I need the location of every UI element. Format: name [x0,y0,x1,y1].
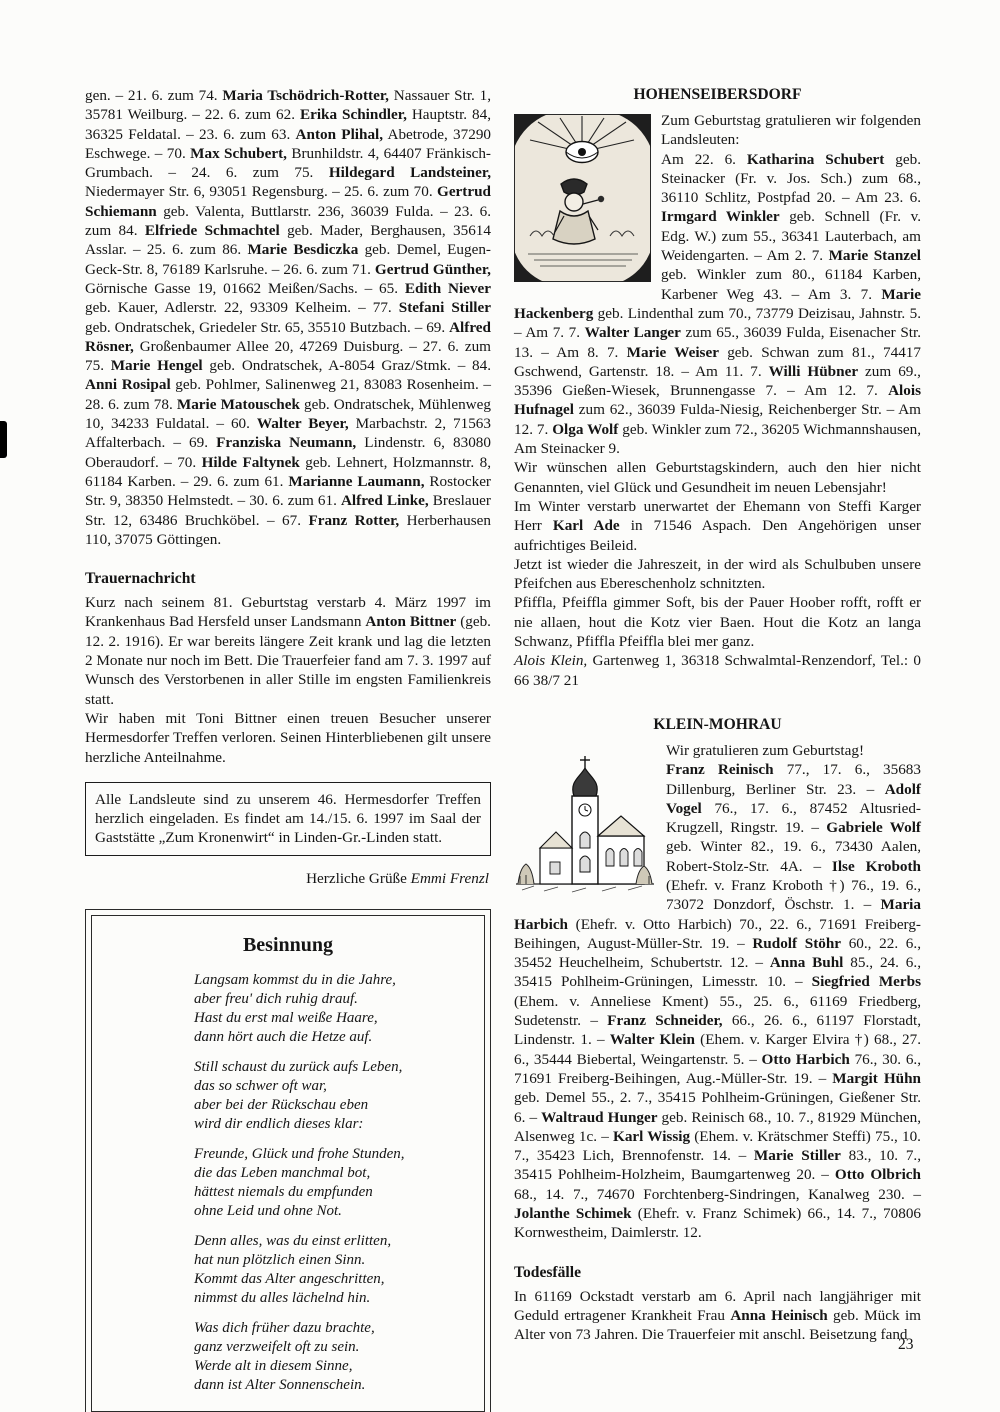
trauernachricht-heading: Trauernachricht [85,570,196,588]
right-column [514,86,921,1345]
poem-stanza-3: Freunde, Glück und frohe Stunden, die das Leben manchmal bot, hättest niemals du empfunden ohne Leid und ohne Not. [194,1145,405,1219]
hohenseibersdorf-woodcut-image [514,114,651,282]
poem-stanza-4: Denn alles, was du einst erlitten, hat nun plötzlich einen Sinn. Kommt das Alter angeschritten, nimmst du alles lächelnd hin. [194,1232,392,1306]
poem-stanza-5: Was dich früher dazu brachte, ganz verzweifelt oft zu sein. Werde alt in diesem Sinne, dann ist Alter Sonnenschein. [194,1319,375,1393]
klein-mohrau-section [514,741,921,1243]
todesfaelle-paragraph: In 61169 Ockstadt verstarb am 6. April nach langjähriger mit Geduld ertragener Krankheit Frau Anna Heinisch geb. Mück im Alter von 73 Jahren. Die Trauerfeier mit anschl. Beisetzung fand [514,1287,921,1344]
poem-stanza-2: Still schaust du zurück aufs Leben, das so schwer oft war, aber bei der Rückschau eben wird dir endlich dieses klar: [194,1058,403,1132]
pfiffla-dialect-paragraph: Pfiffla, Pfeiffla gimmer Soft, bis der Pauer Hoober rofft, rofft er nie allaen, hout die Kotz vier Baen. Hout die Kotz an langa Schwanz, Pfiffla Pfeiffla blei mer ganz. [514,594,921,651]
greeting-line: Herzliche Grüße Emmi Frenzl [306,869,489,887]
klein-mohrau-heading: KLEIN-MOHRAU [653,715,782,733]
hohenseibersdorf-heading: HOHENSEIBERSDORF [633,86,802,103]
two-column-layout [85,86,921,1412]
alois-klein-contact-line: Alois Klein, Gartenweg 1, 36318 Schwalmtal-Renzendorf, Tel.: 0 66 38/7 21 [514,652,921,689]
klein-mohrau-church-image [514,744,656,904]
birthday-wishes-paragraph: Wir wünschen allen Geburtstagskindern, auch den hier nicht Genannten, viel Glück und Gesundheit im neuen Lebensjahr! [514,459,921,496]
jahreszeit-paragraph: Jetzt ist wieder die Jahreszeit, in der wird als Schulbuben unsere Pfeifchen aus Ebereschenholz schnitzten. [514,555,921,593]
trauernachricht-paragraph-2: Wir haben mit Toni Bittner einen treuen Besucher unserer Hermesdorfer Treffen verloren. Seinen Hinterbliebenen gilt unsere herzliche Anteilnahme. [85,709,491,766]
klein-mohrau-intro: Wir gratulieren zum Geburtstag! [666,741,865,759]
besinnung-box-inner [91,915,485,1412]
karl-ade-obituary-paragraph: Im Winter verstarb unerwartet der Ehemann von Steffi Karger Herr Karl Ade in 71546 Aspach. Den Angehörigen unser aufrichtiges Beileid. [514,497,921,554]
todesfaelle-heading: Todesfälle [514,1263,582,1281]
scan-binding-mark [0,421,7,458]
church-illustration [514,744,656,904]
trauernachricht-paragraph-1: Kurz nach seinem 81. Geburtstag verstarb 4. März 1997 im Krankenhaus Bad Hersfeld unser Landsmann Anton Bittner (geb. 12. 2. 1916). Er war bereits längere Zeit krank und lag die letzten 2 Monate nur noch im Bett. Die Trauerfeier fand am 7. 3. 1997 auf Wunsch des Verstorbenen in aller Stille im engsten Familienkreis statt. [85,594,491,708]
page-number: 23 [898,1336,914,1353]
hohenseibersdorf-intro: Zum Geburtstag gratulieren wir folgenden Landsleuten: [661,112,921,149]
invitation-box [85,782,491,856]
besinnung-heading: Besinnung [242,933,334,956]
invitation-text: Alle Landsleute sind zu unserem 46. Hermesdorfer Treffen herzlich eingeladen. Es findet am 14./15. 6. 1997 im Saal der Gaststätte „Zum Kronenwirt“ in Linden-Gr.-Linden statt. [95,790,481,847]
besinnung-poem [106,971,470,1395]
woodcut-illustration [514,114,651,282]
klein-mohrau-birthday-list: Franz Reinisch 77., 17. 6., 35683 Dillenburg, Berliner Str. 23. – Adolf Vogel 76., 17. 6., 87452 Altusried-Krugzell, Ringstr. 19. – Gabriele Wolf geb. Winter 82., 19. 6., 73430 Aalen, Robert-Stolz-Str. 4A. – Ilse Kroboth (Ehefr. v. Franz Kroboth †) 76., 19. 6., 73072 Donzdorf, Öschstr. 1. – Maria Harbich (Ehefr. v. Otto Harbich) 70., 22. 6., 71691 Freiberg-Beihingen, August-Müller-Str. 19. – Rudolf Stöhr 60., 22. 6., 35452 Heuchelheim, Schubertstr. 12. – Anna Buhl 85., 24. 6., 35415 Pohlheim-Grüningen, Limesstr. 10. – Siegfried Merbs (Ehem. v. Anneliese Kment) 55., 25. 6., 61169 Friedberg, Sudetenstr. – Franz Schneider, 66., 26. 6., 61197 Florstadt, Lindenstr. 1. – Walter Klein (Ehem. v. Karger Elvira †) 68., 27. 6., 35444 Biebertal, Weingartenstr. 5. – Otto Harbich 76., 30. 6., 71691 Freiberg-Beihingen, Aug.-Müller-Str. 19. – Margit Hühn geb. Demel 55., 2. 7., 35415 Pohlheim-Grüningen, Gießener Str. 6. – Waltraud Hunger geb. Reinisch 68., 10. 7., 81929 München, Alsenweg 1c. – Karl Wissig (Ehem. v. Krätschmer Steffi) 75., 10. 7., 35423 Lich, Brennofenstr. 14. – Marie Stiller 83., 10. 7., 35415 Pohlheim-Holzheim, Baumgartenweg 20. – Otto Olbrich 68., 14. 7., 74670 Forchtenberg-Sindringen, Kanalweg 230. – Jolanthe Schimek (Ehefr. v. Franz Schimek) 66., 14. 7., 70806 Kornwestheim, Daimlerstr. 12. [514,761,922,1242]
hohenseibersdorf-section [514,111,921,458]
left-column [85,86,491,1412]
hohenseibersdorf-birthday-list: Am 22. 6. Katharina Schubert geb. Steinacker (Fr. v. Jos. Sch.) zum 68., 36110 Schlitz, Postpfad 20. – Am 23. 6. Irmgard Winkler geb. Schnell (Fr. v. Edg. W.) zum 55., 36341 Lauterbach, am Weidengarten. – Am 2. 7. Marie Stanzel geb. Winkler zum 80., 61184 Karben, Karbener Weg 43. – Am 3. 7. Marie Hackenberg geb. Lindenthal zum 70., 73779 Deizisau, Jahnstr. 5. – Am 7. 7. Walter Langer zum 65., 36039 Fulda, Eisenacher Str. 13. – Am 8. 7. Marie Weiser geb. Schwan zum 81., 74417 Gschwend, Gartenstr. 18. – Am 11. 7. Willi Hübner zum 69., 35396 Gießen-Wiesek, Brunnengasse 7. – Am 12. 7. Alois Hufnagel zum 62., 36039 Fulda-Niesig, Reichenberger Str. – Am 12. 7. Olga Wolf geb. Winkler zum 72., 36205 Wichmannshausen, Am Steinacker 9. [514,150,921,458]
birthday-list-paragraph: gen. – 21. 6. zum 74. Maria Tschödrich-Rotter, Nassauer Str. 1, 35781 Weilburg. – 22. 6. zum 62. Erika Schindler, Hauptstr. 84, 36325 Feldatal. – 23. 6. zum 63. Anton Plihal, Abetrode, 37290 Eschwege. – 70. Max Schubert, Brunhildstr. 4, 64407 Fränkisch-Grumbach. – 24. 6. zum 75. Hildegard Landsteiner, Niedermayer Str. 6, 93051 Regensburg. – 25. 6. zum 70. Gertrud Schiemann geb. Valenta, Buttlarstr. 236, 36039 Fulda. – 23. 6. zum 84. Elfriede Schmachtel geb. Mader, Berghausen, 35614 Asslar. – 25. 6. zum 86. Marie Besdiczka geb. Demel, Eugen-Geck-Str. 8, 76189 Karlsruhe. – 26. 6. zum 71. Gertrud Günther, Görnische Gasse 19, 01662 Meißen/Sachs. – 65. Edith Niever geb. Kauer, Adlerstr. 22, 93309 Kelheim. – 77. Stefani Stiller geb. Ondratschek, Griedeler Str. 65, 35510 Butzbach. – 69. Alfred Rösner, Großenbaumer Allee 20, 47269 Duisburg. – 27. 6. zum 75. Marie Hengel geb. Ondratschek, A-8054 Graz/Stmk. – 84. Anni Rosipal geb. Pohlmer, Salinenweg 21, 83083 Rosenheim. – 28. 6. zum 78. Marie Matouschek geb. Ondratschek, Mühlenweg 10, 34233 Fuldatal. – 60. Walter Beyer, Marbachstr. 2, 71563 Affalterbach. – 69. Franziska Neumann, Lindenstr. 6, 83080 Oberaudorf. – 70. Hilde Faltynek geb. Lehnert, Holzmannstr. 8, 61184 Karben. – 29. 6. zum 61. Marianne Laumann, Rostocker Str. 9, 38350 Helmstedt. – 30. 6. zum 61. Alfred Linke, Breslauer Str. 12, 63486 Bruchköbel. – 67. Franz Rotter, Herberhausen 110, 37075 Göttingen. [85,87,492,548]
besinnung-box [85,909,491,1412]
poem-stanza-1: Langsam kommst du in die Jahre, aber freu' dich ruhig drauf. Hast du erst mal weiße Haare, dann hört auch die Hetze auf. [194,971,396,1045]
